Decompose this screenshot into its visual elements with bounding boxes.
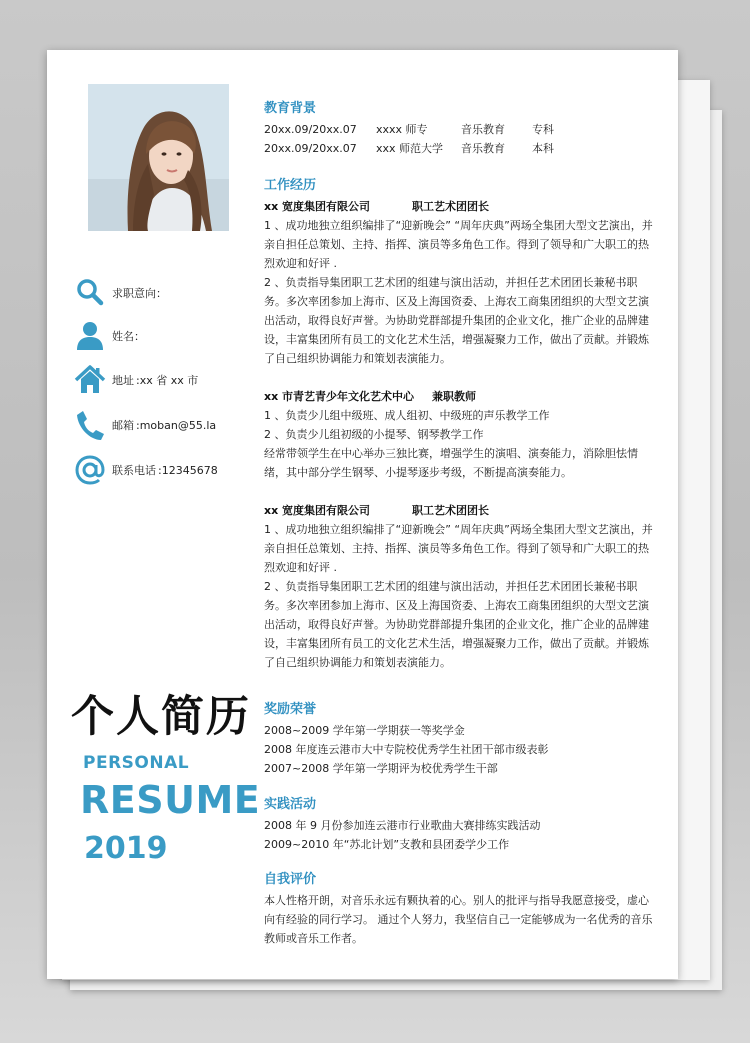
- education-row: [264, 139, 656, 158]
- contact-value: :12345678: [158, 464, 218, 477]
- phone-icon: [74, 409, 106, 441]
- education-school: xxx 师范大学: [376, 142, 444, 155]
- work-section: [264, 174, 656, 672]
- contact-label: 姓名：: [112, 330, 145, 343]
- job-company: xx 宽度集团有限公司: [264, 200, 371, 213]
- job-company: xx 市青艺青少年文化艺术中心: [264, 390, 415, 403]
- job-paragraph: 1 、成功地独立组织编排了“迎新晚会” “周年庆典”两场全集团大型文艺演出，并亲自担任总策划、主持、指挥、演员等多角色工作。得到了领导和广大职工的热烈欢迎和好评 .: [264, 523, 653, 574]
- practice-heading: 实践活动: [264, 797, 317, 812]
- work-heading: 工作经历: [264, 178, 317, 193]
- job-paragraph: 1 、负责少儿组中级班、成人组初、中级班的声乐教学工作: [264, 409, 550, 422]
- education-school: xxxx 师专: [376, 123, 428, 136]
- resume-title-year: 2019: [84, 831, 168, 866]
- education-section: [264, 97, 656, 158]
- awards-section: [264, 698, 656, 778]
- contact-name: [74, 320, 254, 360]
- resume-title-resume: RESUME: [80, 778, 261, 822]
- portrait-photo: [88, 84, 229, 231]
- job-position: 兼职教师: [432, 390, 476, 403]
- education-row: [264, 120, 656, 139]
- education-degree: 专科: [532, 123, 554, 136]
- practice-section: [264, 793, 656, 854]
- education-major: 音乐教育: [461, 142, 505, 155]
- contact-label: 联系电话: [112, 464, 156, 477]
- job-header: [264, 387, 656, 406]
- contact-address: [74, 364, 254, 404]
- contact-value: :xx 省 xx 市: [136, 374, 199, 387]
- job-paragraph: 1 、成功地独立组织编排了“迎新晚会” “周年庆典”两场全集团大型文艺演出，并亲自担任总策划、主持、指挥、演员等多角色工作。得到了领导和广大职工的热烈欢迎和好评 .: [264, 219, 653, 270]
- contact-phone: [74, 454, 254, 494]
- job-company: xx 宽度集团有限公司: [264, 504, 371, 517]
- job-paragraph: 2 、负责少儿组初级的小提琴、钢琴教学工作: [264, 428, 484, 441]
- home-icon: [74, 364, 106, 396]
- job-position: 职工艺术团团长: [412, 200, 489, 213]
- resume-title-personal: PERSONAL: [83, 753, 190, 773]
- job-header: [264, 197, 656, 216]
- education-heading: 教育背景: [264, 101, 317, 116]
- education-major: 音乐教育: [461, 123, 505, 136]
- at-icon: [74, 454, 106, 486]
- job-paragraph: 2 、负责指导集团职工艺术团的组建与演出活动，并担任艺术团团长兼秘书职务。多次率团参加上海市、区及上海国资委、上海农工商集团组织的大型文艺演出活动，取得良好声誉。为协助党群部提升集团的企业文化，推广企业的品牌建设，丰富集团所有员工的文化艺术生活，增强凝聚力工作，做出了贡献。并锻炼了自己组织协调能力和策划表演能力。: [264, 276, 649, 365]
- job-position: 职工艺术团团长: [412, 504, 489, 517]
- self-eval-section: [264, 868, 656, 948]
- self-eval-text: 本人性格开朗，对音乐永远有颗执着的心。别人的批评与指导我愿意接受，虚心向有经验的同行学习。 通过个人努力，我坚信自己一定能够成为一名优秀的音乐教师或音乐工作者。: [264, 894, 653, 945]
- education-date: 20xx.09/20xx.07: [264, 123, 357, 136]
- contact-value: :moban@55.la: [136, 419, 217, 432]
- education-date: 20xx.09/20xx.07: [264, 142, 357, 155]
- job-header: [264, 501, 656, 520]
- job-paragraph: 2 、负责指导集团职工艺术团的组建与演出活动，并担任艺术团团长兼秘书职务。多次率团参加上海市、区及上海国资委、上海农工商集团组织的大型文艺演出活动，取得良好声誉。为协助党群部提升集团的企业文化，推广企业的品牌建设，丰富集团所有员工的文化艺术生活，增强凝聚力工作，做出了贡献。并锻炼了自己组织协调能力和策划表演能力。: [264, 580, 649, 669]
- practice-item: 2008 年 9 月份参加连云港市行业歌曲大赛排练实践活动: [264, 819, 541, 832]
- search-icon: [74, 277, 106, 309]
- person-icon: [74, 320, 106, 352]
- award-item: 2007~2008 学年第一学期评为校优秀学生干部: [264, 762, 498, 775]
- contact-label: 求职意向：: [112, 287, 167, 300]
- award-item: 2008~2009 学年第一学期获一等奖学金: [264, 724, 465, 737]
- self-eval-heading: 自我评价: [264, 872, 317, 887]
- practice-item: 2009~2010 年“苏北计划”支教和县团委学少工作: [264, 838, 510, 851]
- contact-label: 地址: [112, 374, 134, 387]
- education-degree: 本科: [532, 142, 554, 155]
- resume-page: [47, 50, 678, 979]
- contact-label: 邮箱: [112, 419, 134, 432]
- awards-heading: 奖励荣誉: [264, 702, 317, 717]
- contact-email: [74, 409, 254, 449]
- award-item: 2008 年度连云港市大中专院校优秀学生社团干部市级表彰: [264, 743, 549, 756]
- resume-title-cn: 个人简历: [71, 692, 251, 742]
- job-paragraph: 经常带领学生在中心举办三独比赛，增强学生的演唱、演奏能力，消除胆怯情绪，其中部分学生钢琴、小提琴逐步考级，不断提高演奏能力。: [264, 447, 638, 479]
- contact-job-intention: [74, 277, 254, 317]
